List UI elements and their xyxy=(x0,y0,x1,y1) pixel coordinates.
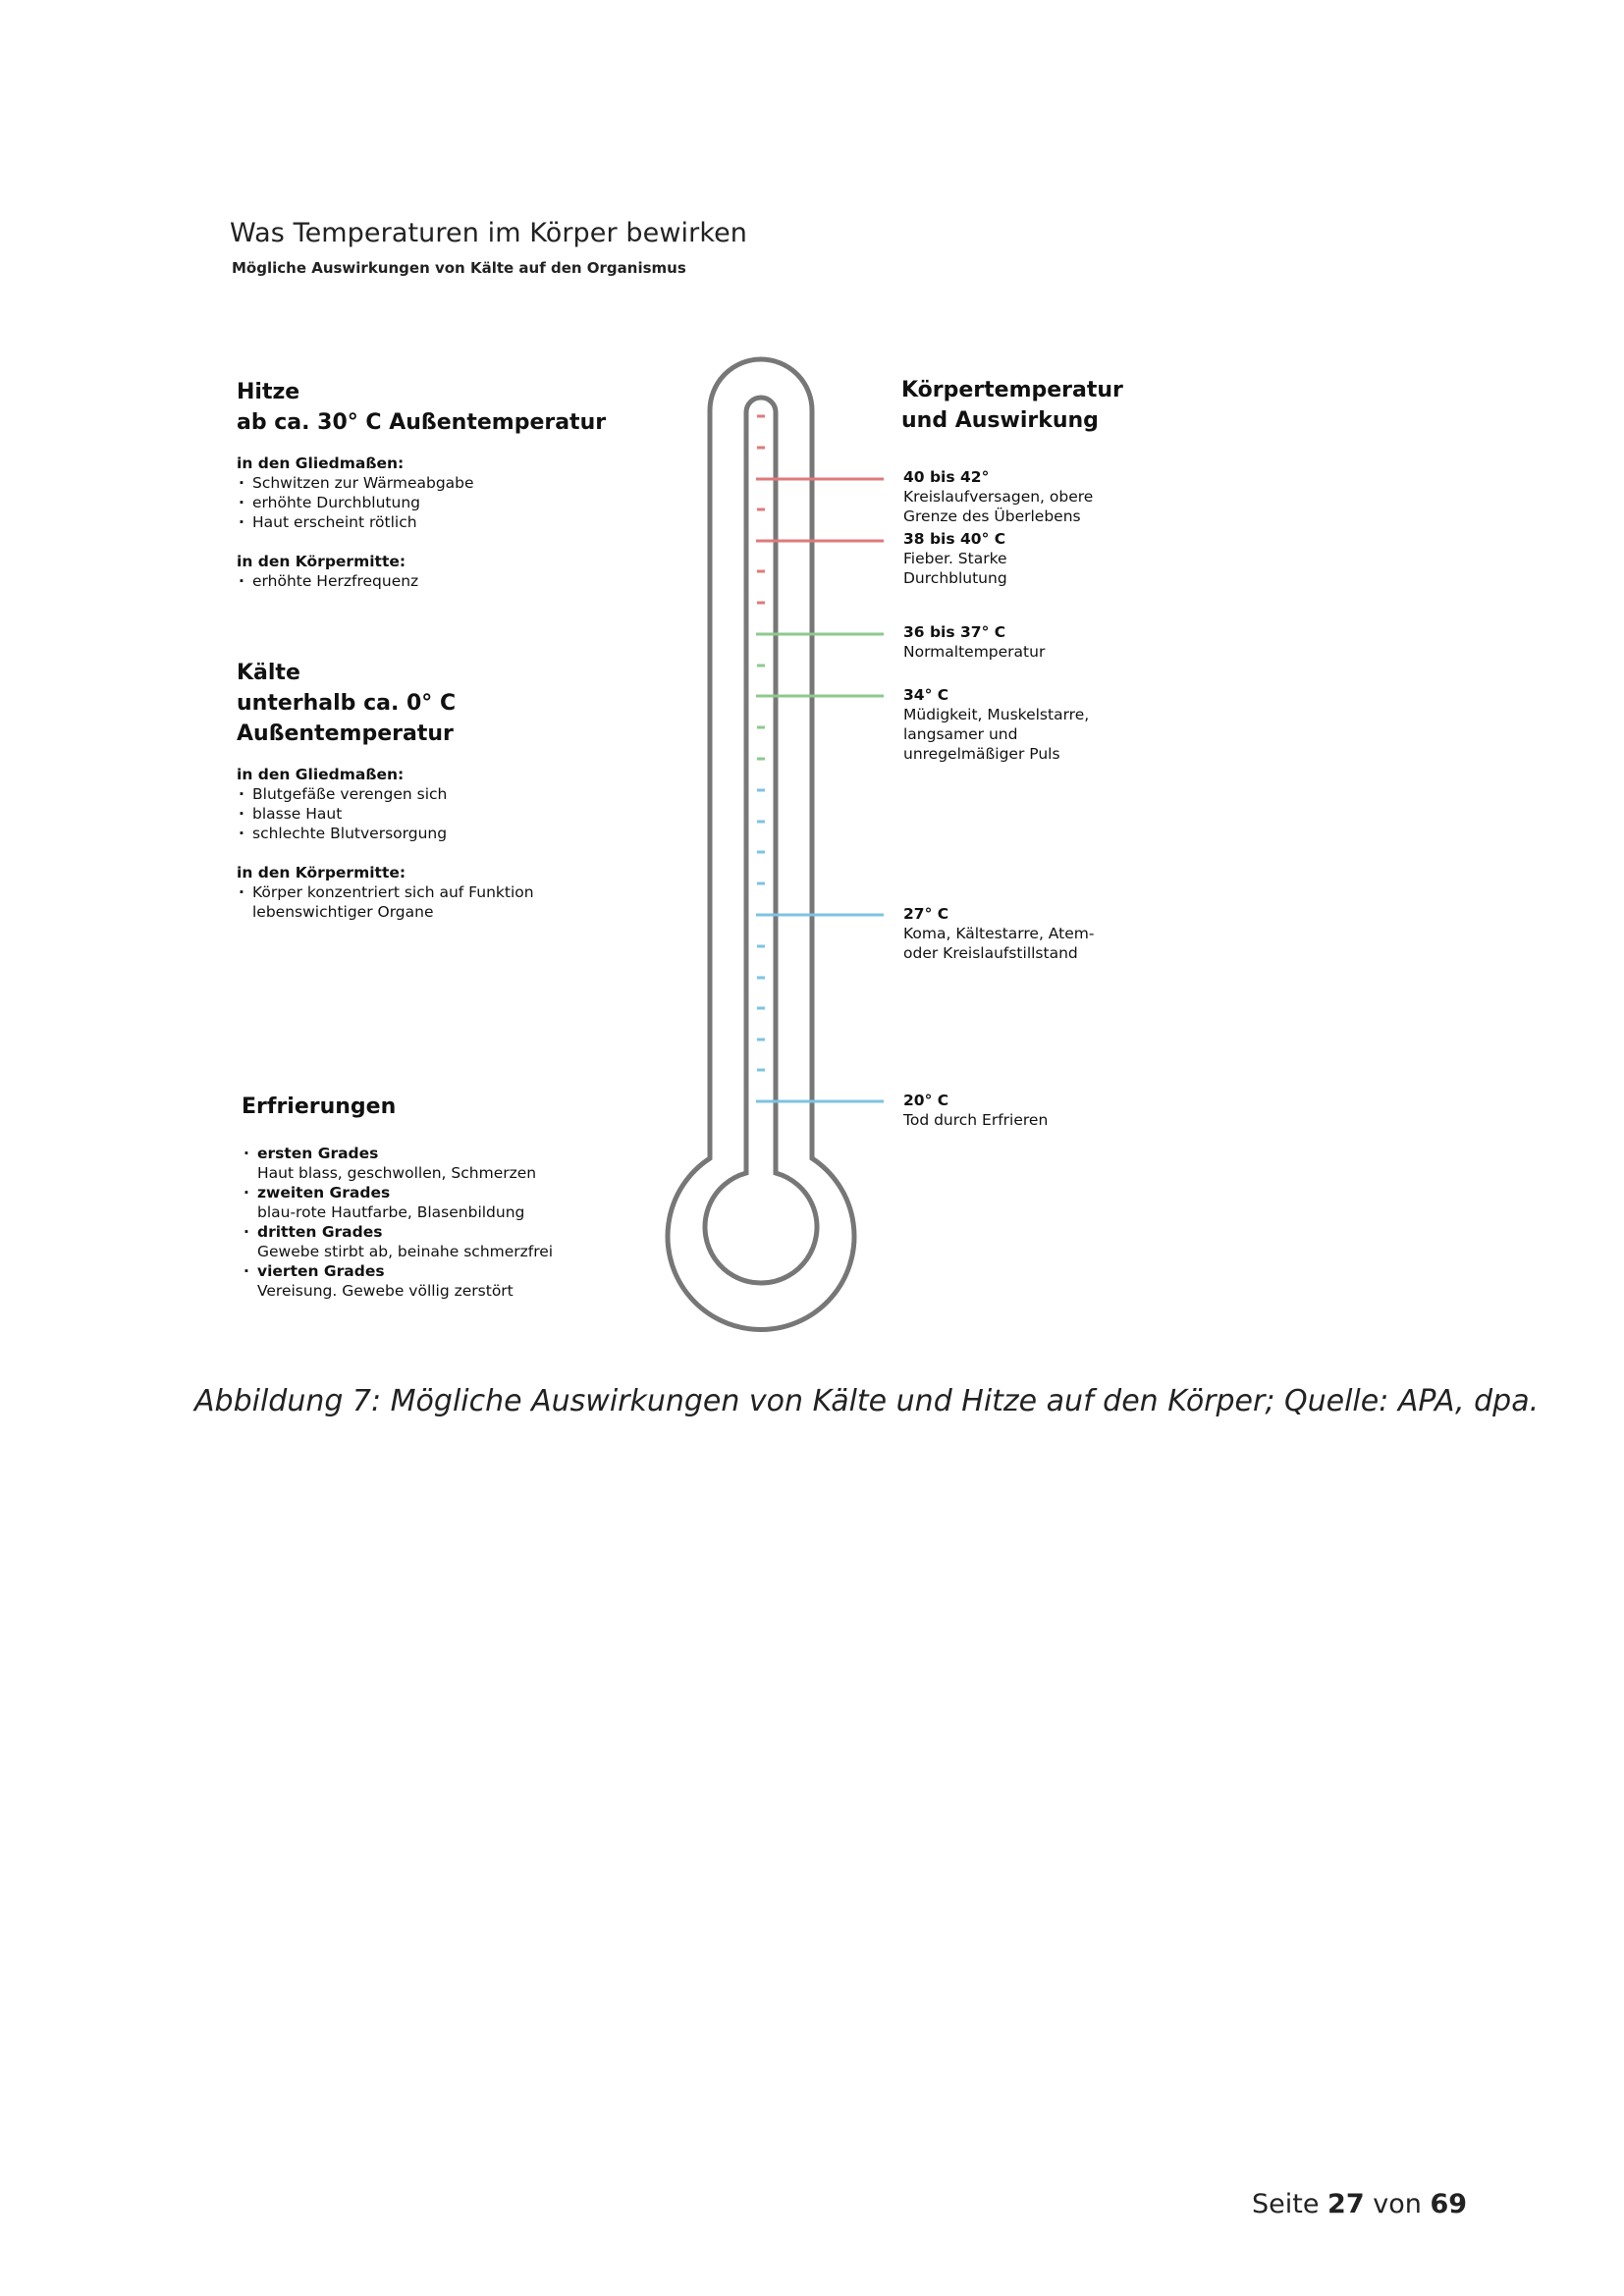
marker-effect: Müdigkeit, Muskelstarre, langsamer und unregelmäßiger Puls xyxy=(903,706,1090,763)
list-item: · Haut erscheint rötlich xyxy=(237,512,649,532)
marker-temp: 36 bis 37° C xyxy=(903,623,1006,641)
stage-name: dritten Grades xyxy=(257,1223,383,1241)
list-item: · Körper konzentriert sich auf Funktion lebenswichtiger Organe xyxy=(237,882,551,922)
list-item: · erhöhte Herzfrequenz xyxy=(237,571,649,591)
body-temp-heading-line1: Körpertemperatur xyxy=(901,378,1123,402)
figure-caption: Abbildung 7: Mögliche Auswirkungen von Kälte und Hitze auf den Körper; Quelle: APA, dpa. xyxy=(194,1384,1540,1418)
list-item: · Schwitzen zur Wärmeabgabe xyxy=(237,473,649,493)
frostbite-section xyxy=(242,1092,634,1301)
stage-desc: Haut blass, geschwollen, Schmerzen xyxy=(257,1164,537,1182)
marker-effect: Kreislaufversagen, obere Grenze des Überlebens xyxy=(903,488,1094,525)
thermometer-outer-outline xyxy=(668,359,854,1330)
heat-core-list xyxy=(237,571,649,591)
marker-temp: 40 bis 42° xyxy=(903,468,990,486)
list-item xyxy=(242,1222,634,1261)
list-item: · Blutgefäße verengen sich xyxy=(237,784,659,804)
tick-marks xyxy=(757,416,765,1070)
stage-name: vierten Grades xyxy=(257,1262,385,1280)
thermometer-inner-tube xyxy=(705,398,817,1283)
page-prefix: Seite xyxy=(1252,2189,1320,2219)
heat-limbs-list xyxy=(237,473,649,532)
total-pages: 69 xyxy=(1430,2189,1468,2219)
list-item: · erhöhte Durchblutung xyxy=(237,493,649,512)
marker-annotation-38-40 xyxy=(903,529,1139,588)
marker-annotation-34 xyxy=(903,685,1139,764)
cold-core-list xyxy=(237,882,551,922)
list-item xyxy=(242,1261,634,1301)
figure-subtitle: Mögliche Auswirkungen von Kälte auf den Organismus xyxy=(232,259,686,277)
current-page: 27 xyxy=(1327,2189,1365,2219)
marker-temp: 38 bis 40° C xyxy=(903,530,1006,548)
marker-effect: Fieber. Starke Durchblutung xyxy=(903,550,1007,587)
stage-desc: Vereisung. Gewebe völlig zerstört xyxy=(257,1282,514,1300)
stage-name: ersten Grades xyxy=(257,1145,379,1162)
list-item xyxy=(242,1144,634,1183)
cold-limbs-list xyxy=(237,784,659,843)
marker-temp: 20° C xyxy=(903,1092,949,1109)
list-item xyxy=(242,1183,634,1222)
page-middle: von xyxy=(1373,2189,1422,2219)
frostbite-stages-list xyxy=(242,1144,634,1301)
heat-heading xyxy=(237,377,649,438)
marker-temp: 27° C xyxy=(903,905,949,923)
cold-limbs-label: in den Gliedmaßen: xyxy=(237,766,405,783)
cold-core-label: in den Körpermitte: xyxy=(237,864,406,881)
cold-heading xyxy=(237,658,659,749)
body-temp-heading-line2: und Auswirkung xyxy=(901,408,1099,433)
marker-effect: Koma, Kältestarre, Atem- oder Kreislaufstillstand xyxy=(903,925,1095,962)
heat-heading-line1: Hitze xyxy=(237,380,300,404)
stage-name: zweiten Grades xyxy=(257,1184,391,1201)
list-item: · schlechte Blutversorgung xyxy=(237,824,659,843)
heat-core-label: in den Körpermitte: xyxy=(237,553,406,570)
marker-annotation-20 xyxy=(903,1091,1139,1130)
marker-annotation-40-42 xyxy=(903,467,1139,526)
body-temp-heading xyxy=(901,375,1123,436)
cold-heading-line1: Kälte xyxy=(237,661,300,685)
stage-desc: Gewebe stirbt ab, beinahe schmerzfrei xyxy=(257,1243,554,1260)
heat-heading-line2: ab ca. 30° C Außentemperatur xyxy=(237,410,607,435)
figure-title: Was Temperaturen im Körper bewirken xyxy=(230,218,748,248)
marker-annotation-36-37 xyxy=(903,622,1139,662)
list-item: · blasse Haut xyxy=(237,804,659,824)
heat-section xyxy=(237,377,649,591)
frostbite-heading: Erfrierungen xyxy=(242,1095,397,1119)
page-number xyxy=(1252,2189,1467,2219)
stage-desc: blau-rote Hautfarbe, Blasenbildung xyxy=(257,1203,525,1221)
marker-effect: Tod durch Erfrieren xyxy=(903,1111,1049,1129)
cold-section xyxy=(237,658,659,922)
marker-temp: 34° C xyxy=(903,686,949,704)
marker-annotation-27 xyxy=(903,904,1139,963)
heat-limbs-label: in den Gliedmaßen: xyxy=(237,454,405,472)
cold-heading-line2: unterhalb ca. 0° C Außentemperatur xyxy=(237,691,457,746)
marker-effect: Normaltemperatur xyxy=(903,643,1046,661)
